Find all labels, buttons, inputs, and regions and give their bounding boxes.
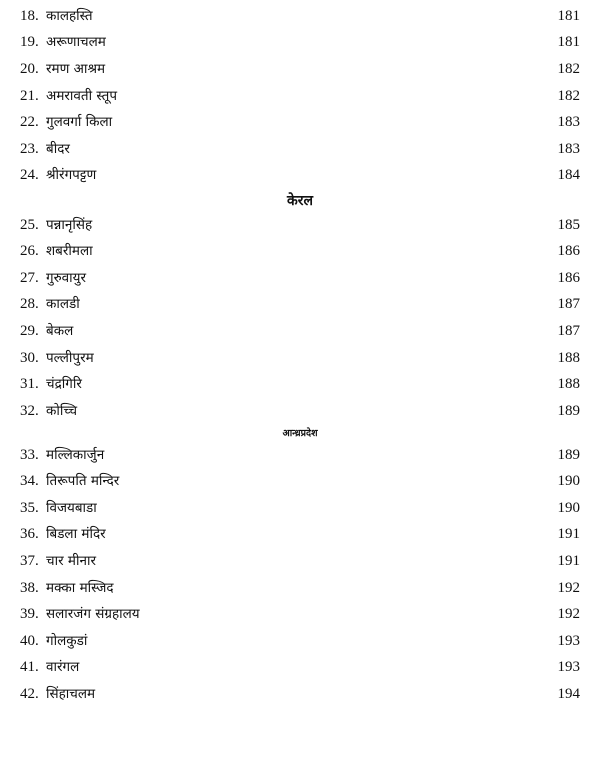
entry-number: 27.: [20, 270, 39, 286]
toc-entry[interactable]: [0, 30, 600, 54]
entry-page-number: 189: [557, 447, 580, 463]
entry-page-number: 192: [557, 606, 580, 622]
entry-number: 33.: [20, 447, 39, 463]
entry-number: 25.: [20, 217, 39, 233]
toc-entry[interactable]: [0, 213, 600, 237]
entry-number: 23.: [20, 141, 39, 157]
toc-entry[interactable]: [0, 496, 600, 520]
entry-title: पल्लीपुरम: [46, 350, 94, 366]
entry-page-number: 182: [557, 61, 580, 77]
entry-title: सलारजंग संग्रहालय: [46, 606, 140, 622]
toc-entry[interactable]: [0, 629, 600, 653]
entry-number: 39.: [20, 606, 39, 622]
entry-title: चार मीनार: [46, 553, 96, 569]
entry-number: 18.: [20, 8, 39, 24]
entry-number: 41.: [20, 659, 39, 675]
entry-number: 31.: [20, 376, 39, 392]
entry-number: 26.: [20, 243, 39, 259]
entry-page-number: 189: [557, 403, 580, 419]
section-heading: आन्ध्रप्रदेश: [282, 428, 318, 439]
toc-entry[interactable]: [0, 319, 600, 343]
entry-page-number: 191: [557, 553, 580, 569]
entry-title: बेकल: [46, 323, 74, 339]
entry-page-number: 181: [557, 34, 580, 50]
entry-number: 29.: [20, 323, 39, 339]
entry-title: वारंगल: [46, 659, 80, 675]
entry-title: शबरीमला: [46, 243, 93, 259]
toc-entry[interactable]: [0, 110, 600, 134]
entry-page-number: 193: [557, 659, 580, 675]
entry-page-number: 194: [557, 686, 580, 702]
entry-page-number: 191: [557, 526, 580, 542]
entry-page-number: 181: [557, 8, 580, 24]
entry-title: अरूणाचलम: [46, 34, 106, 50]
toc-entry[interactable]: [0, 655, 600, 679]
entry-title: बिडला मंदिर: [46, 526, 106, 542]
entry-title: चंद्रगिरि: [46, 376, 82, 392]
entry-title: कालहस्ति: [46, 8, 93, 24]
toc-entry[interactable]: [0, 372, 600, 396]
entry-title: मक्का मस्जिद: [46, 580, 114, 596]
entry-number: 36.: [20, 526, 39, 542]
toc-entry[interactable]: [0, 346, 600, 370]
entry-number: 24.: [20, 167, 39, 183]
entry-title: मल्लिकार्जुन: [46, 447, 105, 463]
toc-entry[interactable]: [0, 549, 600, 573]
entry-title: अमरावती स्तूप: [46, 88, 118, 104]
entry-number: 20.: [20, 61, 39, 77]
toc-entry[interactable]: [0, 57, 600, 81]
entry-title: कालडी: [46, 296, 80, 312]
toc-entry[interactable]: [0, 239, 600, 263]
entry-page-number: 184: [557, 167, 580, 183]
entry-title: रमण आश्रम: [46, 61, 106, 77]
section-heading: केरल: [287, 193, 313, 209]
entry-title: सिंहाचलम: [46, 686, 96, 702]
entry-page-number: 193: [557, 633, 580, 649]
entry-number: 28.: [20, 296, 39, 312]
entry-number: 34.: [20, 473, 39, 489]
toc-entry[interactable]: [0, 399, 600, 423]
entry-title: गुरुवायुर: [46, 270, 87, 286]
toc-entry[interactable]: [0, 137, 600, 161]
entry-number: 32.: [20, 403, 39, 419]
entry-page-number: 183: [557, 114, 580, 130]
entry-number: 35.: [20, 500, 39, 516]
entry-number: 19.: [20, 34, 39, 50]
entry-title: विजयबाडा: [46, 500, 97, 516]
entry-number: 37.: [20, 553, 39, 569]
entry-title: कोच्चि: [46, 403, 78, 419]
entry-page-number: 188: [557, 376, 580, 392]
entry-page-number: 188: [557, 350, 580, 366]
entry-number: 38.: [20, 580, 39, 596]
entry-page-number: 182: [557, 88, 580, 104]
entry-page-number: 186: [557, 270, 580, 286]
entry-page-number: 185: [557, 217, 580, 233]
toc-entry[interactable]: [0, 163, 600, 187]
entry-title: तिरूपति मन्दिर: [46, 473, 120, 489]
entry-title: बीदर: [46, 141, 70, 157]
entry-number: 21.: [20, 88, 39, 104]
toc-entry[interactable]: [0, 682, 600, 706]
toc-entry[interactable]: [0, 469, 600, 493]
entry-title: श्रीरंगपट्टण: [46, 167, 97, 183]
entry-number: 40.: [20, 633, 39, 649]
entry-page-number: 186: [557, 243, 580, 259]
entry-number: 30.: [20, 350, 39, 366]
entry-number: 42.: [20, 686, 39, 702]
toc-entry[interactable]: [0, 4, 600, 28]
toc-entry[interactable]: [0, 602, 600, 626]
toc-entry[interactable]: [0, 292, 600, 316]
toc-entry[interactable]: [0, 266, 600, 290]
entry-page-number: 183: [557, 141, 580, 157]
entry-page-number: 190: [557, 473, 580, 489]
entry-page-number: 192: [557, 580, 580, 596]
entry-title: गुलवर्गा किला: [46, 114, 113, 130]
entry-title: गोलकुडां: [46, 633, 88, 649]
entry-title: पन्नानृसिंह: [46, 217, 93, 233]
toc-entry[interactable]: [0, 443, 600, 467]
toc-entry[interactable]: [0, 576, 600, 600]
entry-number: 22.: [20, 114, 39, 130]
toc-entry[interactable]: [0, 84, 600, 108]
entry-page-number: 187: [557, 296, 580, 312]
toc-entry[interactable]: [0, 522, 600, 546]
entry-page-number: 190: [557, 500, 580, 516]
entry-page-number: 187: [557, 323, 580, 339]
